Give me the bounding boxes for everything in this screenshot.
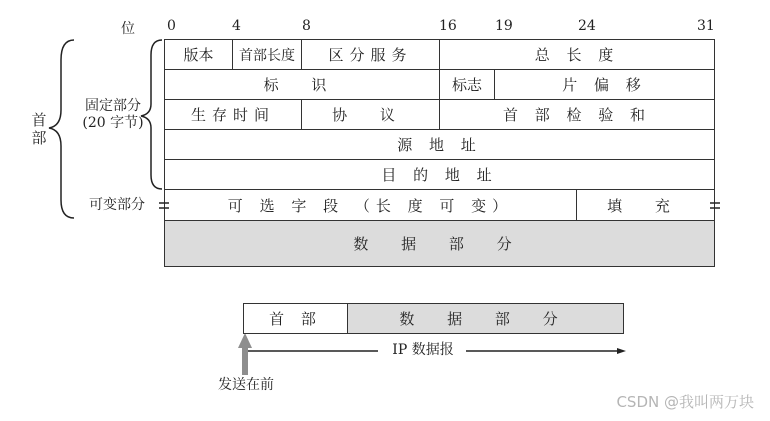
field-identification: 标 识 [164,69,440,100]
field-protocol: 协 议 [301,99,440,130]
ip-datagram-label: IP 数据报 [392,342,454,358]
field-fragment-offset: 片 偏 移 [494,69,715,100]
variable-part-label: 可变部分 [89,197,145,213]
field-header-checksum: 首 部 检 验 和 [439,99,715,130]
field-data: 数 据 部 分 [164,220,715,267]
bit-position-31: 31 [697,18,715,34]
bit-position-0: 0 [167,18,176,34]
field-version: 版本 [164,39,233,70]
field-time-to-live: 生存时间 [164,99,302,130]
field-flags: 标志 [439,69,495,100]
field-total-length: 总 长 度 [439,39,715,70]
fixed-part-label: 固定部分 (20 字节) [82,98,144,131]
bit-position-19: 19 [495,18,513,34]
field-destination-address: 目 的 地 址 [164,159,715,190]
bottom-header-box: 首 部 [243,303,348,334]
field-differentiated-services: 区分服务 [301,39,440,70]
bit-position-4: 4 [232,18,241,34]
bit-position-16: 16 [439,18,457,34]
field-source-address: 源 地 址 [164,129,715,160]
field-header-length: 首部长度 [232,39,302,70]
field-padding: 填 充 [576,189,715,221]
header-label: 首 部 [31,111,47,147]
field-options: 可 选 字 段 （长 度 可 变） [164,189,577,221]
bit-label: 位 [121,21,135,37]
bottom-data-box: 数 据 部 分 [347,303,624,334]
bit-position-24: 24 [578,18,596,34]
bit-position-8: 8 [302,18,311,34]
send-first-label: 发送在前 [218,377,274,393]
watermark: CSDN @我叫两万块 [616,393,754,411]
